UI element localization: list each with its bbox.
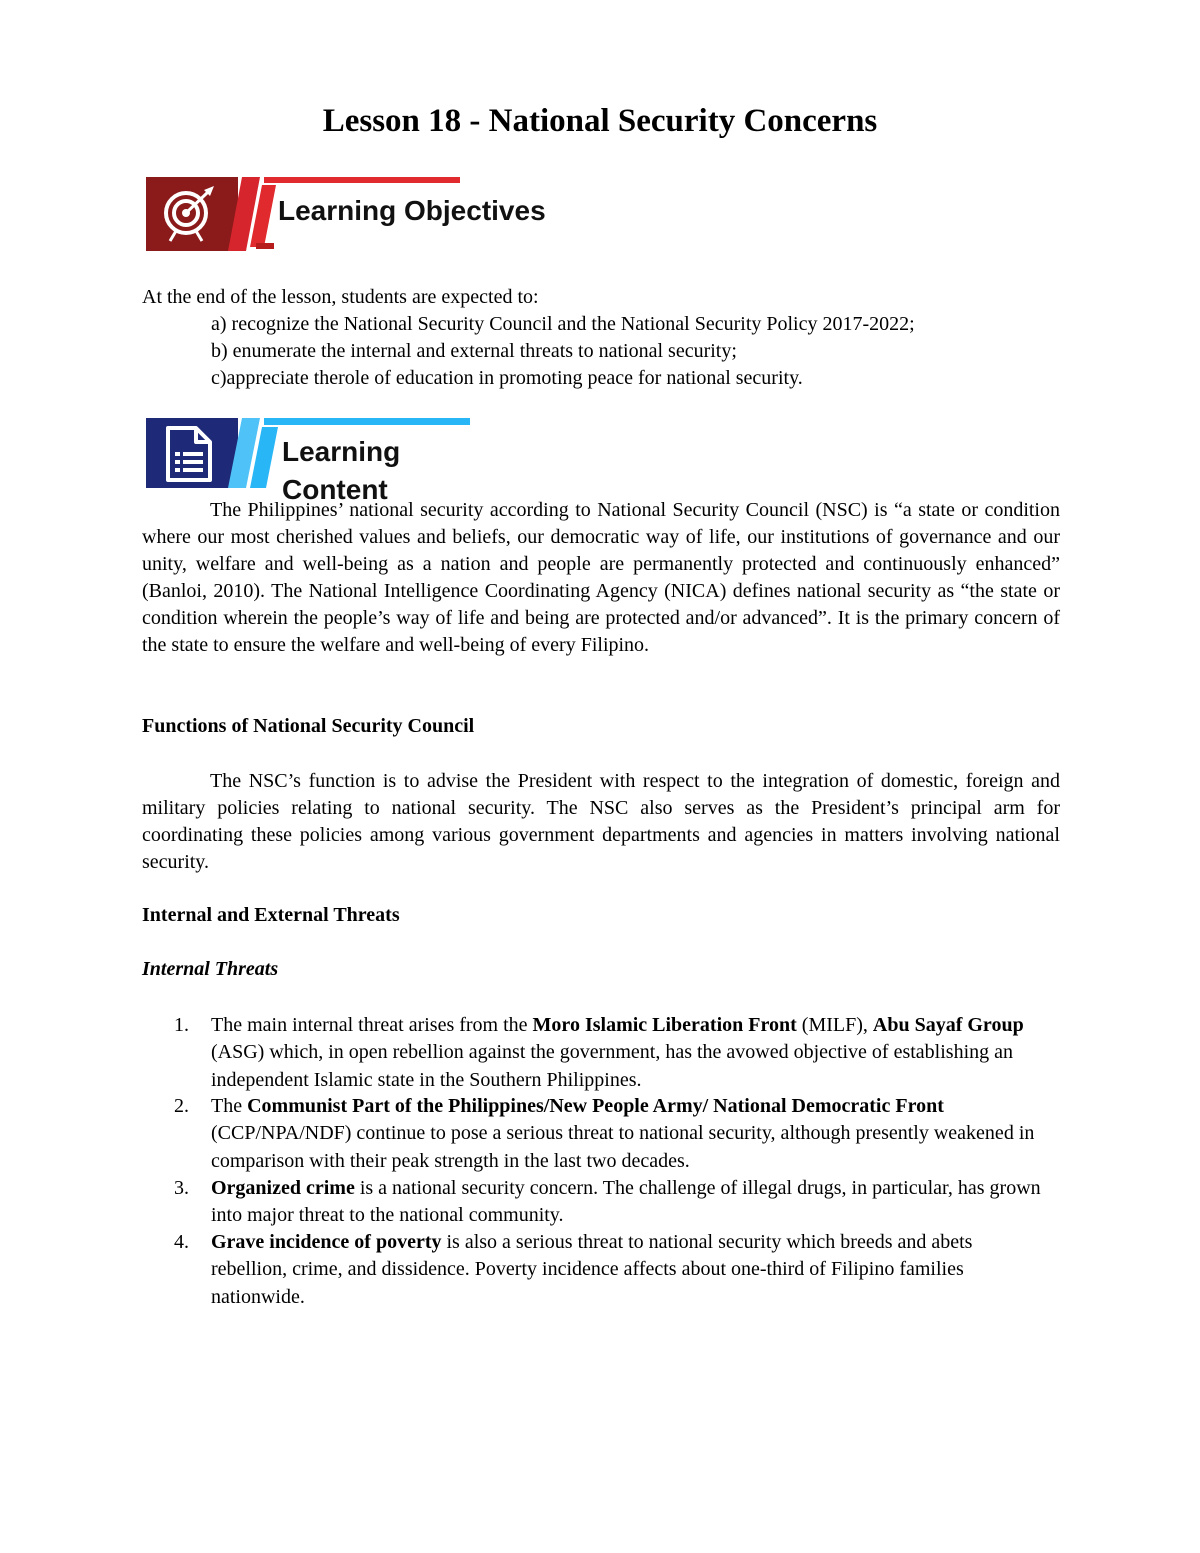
objectives-banner-label: Learning Objectives — [278, 195, 546, 226]
threat-1-text-a: The main internal threat arises from the — [211, 1014, 533, 1036]
content-paragraph-2: The NSC’s function is to advise the President with respect to the integration of domestic, foreign and military policies relating to national security. The NSC also serves as the President’s principal arm for coordinating these policies among various government departments and agencies in matters involving national security. — [142, 770, 1060, 873]
threat-1-bold-a: Moro Islamic Liberation Front — [532, 1014, 797, 1036]
document-icon — [164, 426, 216, 482]
threat-number-1: 1. — [174, 1014, 189, 1036]
page-title: Lesson 18 - National Security Concerns — [322, 103, 878, 139]
objectives-intro: At the end of the lesson, students are expected to: — [142, 286, 539, 308]
threat-number-2: 2. — [174, 1095, 189, 1117]
threat-1-text-c: (ASG) which, in open rebellion against the government, has the avowed objective of establishing an independent Islamic state in the Southern Philippines. — [211, 1041, 1014, 1091]
target-icon — [158, 186, 222, 242]
threat-item-2 — [211, 1093, 1051, 1175]
threat-1-text-b: (MILF), — [796, 1014, 873, 1036]
objective-item-c: c)appreciate therole of education in promoting peace for national security. — [211, 367, 803, 389]
content-banner-label-cut: Content — [282, 474, 388, 505]
learning-content-banner — [146, 418, 476, 505]
threat-4-bold-a: Grave incidence of poverty — [211, 1231, 442, 1253]
threat-item-3 — [211, 1175, 1051, 1230]
threat-2-text-b: (CCP/NPA/NDF) continue to pose a serious threat to national security, although presently weakened in comparison with their peak strength in the last two decades. — [211, 1122, 1035, 1172]
threat-number-3: 3. — [174, 1177, 189, 1199]
functions-heading: Functions of National Security Council — [142, 715, 475, 737]
threat-3-bold-a: Organized crime — [211, 1177, 355, 1199]
internal-threats-subheading: Internal Threats — [142, 958, 279, 980]
content-banner-label: Learning — [282, 436, 401, 467]
threat-2-text-a: The — [211, 1095, 248, 1117]
learning-objectives-banner — [146, 177, 546, 251]
objective-item-b: b) enumerate the internal and external threats to national security; — [211, 340, 737, 362]
threat-number-4: 4. — [174, 1231, 189, 1253]
threat-4-text-b: is also a serious threat to national security which breeds and abets rebellion, crime, and dissidence. Poverty incidence affects about one-third of Filipino families nationwide. — [211, 1231, 973, 1308]
threats-heading: Internal and External Threats — [142, 904, 400, 926]
threat-3-text-b: is a national security concern. The challenge of illegal drugs, in particular, has grown into major threat to the national community. — [211, 1177, 1041, 1227]
threat-1-bold-b: Abu Sayaf Group — [872, 1014, 1024, 1036]
threat-2-bold-a: Communist Part of the Philippines/New People Army/ National Democratic Front — [247, 1095, 944, 1117]
threat-item-1 — [211, 1012, 1051, 1094]
threat-item-4 — [211, 1229, 1051, 1311]
objective-item-a: a) recognize the National Security Council and the National Security Policy 2017-2022; — [211, 313, 915, 335]
content-paragraph-1: The Philippines’ national security according to National Security Council (NSC) is “a state or condition where our most cherished values and beliefs, our democratic way of life, our institutions of governance and our unity, welfare and well-being as a nation and people are permanently protected and continuously enhanced” (Banloi, 2010). The National Intelligence Coordinating Agency (NICA) defines national security as “the state or condition wherein the people’s way of life and being are protected and/or advanced”. It is the primary concern of the state to ensure the welfare and well-being of every Filipino. — [142, 499, 1060, 656]
